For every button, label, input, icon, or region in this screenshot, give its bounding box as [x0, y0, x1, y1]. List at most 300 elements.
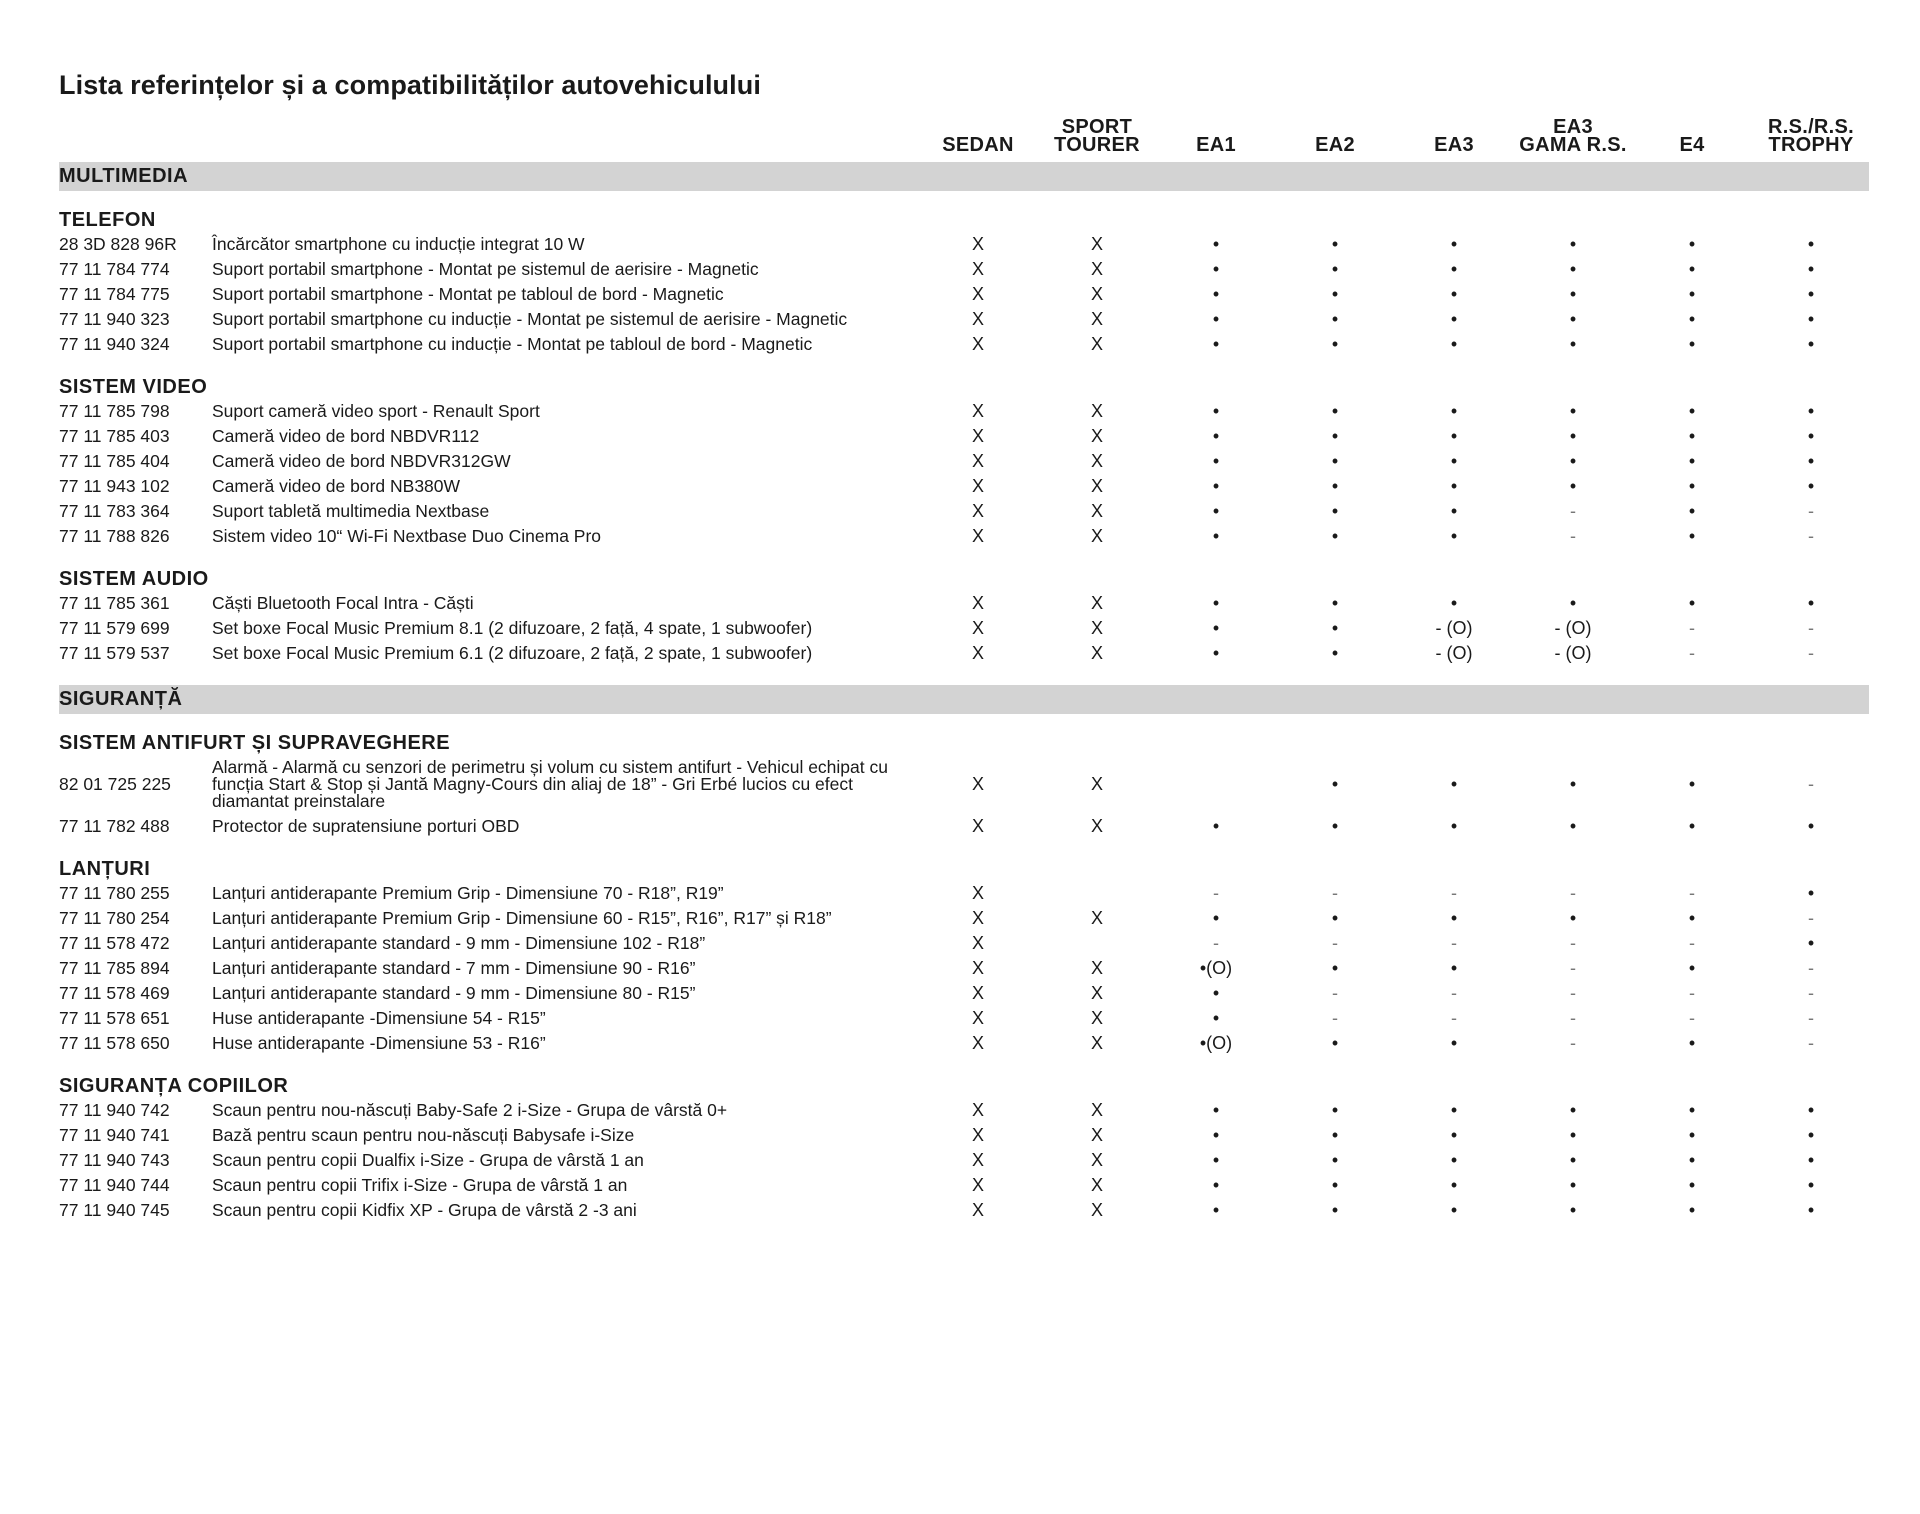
- compat-cell: X: [971, 816, 984, 836]
- part-reference: 77 11 785 403: [59, 426, 170, 446]
- part-description: Suport portabil smartphone cu inducție - Montat pe sistemul de aerisire - Magnetic: [212, 309, 848, 329]
- compat-cell: •(O): [1199, 1033, 1233, 1053]
- compat-cell: -: [1570, 983, 1576, 1003]
- compat-cell: •: [1807, 401, 1815, 421]
- compat-cell: •: [1807, 593, 1815, 613]
- table-row: [59, 449, 1869, 474]
- compat-cell: -: [1213, 933, 1219, 953]
- table-row: [59, 641, 1869, 666]
- compat-cell: •: [1688, 774, 1696, 794]
- column-header-label: EA1: [1196, 134, 1236, 156]
- compat-cell: -: [1689, 643, 1695, 663]
- column-header-label: R.S./R.S. TROPHY: [1767, 116, 1855, 156]
- table-row: [59, 1098, 1869, 1123]
- compat-cell: •: [1807, 259, 1815, 279]
- compat-cell: •: [1212, 284, 1220, 304]
- compat-cell: •: [1807, 334, 1815, 354]
- compat-cell: X: [971, 476, 984, 496]
- compat-cell: •: [1450, 1175, 1458, 1195]
- compat-cell: •: [1807, 476, 1815, 496]
- compat-cell: •: [1212, 983, 1220, 1003]
- part-description: Suport cameră video sport - Renault Sport: [212, 401, 540, 421]
- compat-cell: •: [1212, 501, 1220, 521]
- compat-cell: •: [1331, 476, 1339, 496]
- table-row: [59, 814, 1869, 839]
- group-header: SISTEM AUDIO: [59, 568, 209, 590]
- compat-cell: •: [1331, 259, 1339, 279]
- compat-cell: •: [1212, 1008, 1220, 1028]
- part-description: Bază pentru scaun pentru nou-născuți Babysafe i-Size: [212, 1125, 635, 1145]
- compat-cell: •: [1807, 883, 1815, 903]
- compat-cell: •: [1450, 284, 1458, 304]
- compat-cell: •: [1331, 618, 1339, 638]
- compat-cell: •: [1688, 908, 1696, 928]
- compat-cell: •: [1212, 309, 1220, 329]
- part-description: Cameră video de bord NBDVR312GW: [212, 451, 511, 471]
- compat-cell: X: [971, 933, 984, 953]
- compat-cell: X: [971, 643, 984, 663]
- part-reference: 77 11 940 324: [59, 334, 170, 354]
- table-row: [59, 591, 1869, 616]
- compat-cell: •: [1688, 1150, 1696, 1170]
- compat-cell: X: [1090, 234, 1103, 254]
- compat-cell: •: [1212, 1150, 1220, 1170]
- compat-cell: •: [1331, 958, 1339, 978]
- compat-cell: •: [1569, 1150, 1577, 1170]
- compat-cell: -: [1332, 983, 1338, 1003]
- part-description: Scaun pentru copii Kidfix XP - Grupa de vârstă 2 -3 ani: [212, 1200, 637, 1220]
- compat-cell: - (O): [1554, 618, 1592, 638]
- compat-cell: -: [1689, 933, 1695, 953]
- compat-cell: -: [1451, 883, 1457, 903]
- compat-cell: X: [1090, 309, 1103, 329]
- table-row: [59, 399, 1869, 424]
- compat-cell: X: [1090, 774, 1103, 794]
- compat-cell: -: [1570, 1008, 1576, 1028]
- compat-cell: X: [1090, 284, 1103, 304]
- compat-cell: •: [1688, 958, 1696, 978]
- compat-cell: •(O): [1199, 958, 1233, 978]
- compat-cell: •: [1569, 1100, 1577, 1120]
- compat-cell: •: [1569, 816, 1577, 836]
- table-row: [59, 282, 1869, 307]
- part-reference: 77 11 940 741: [59, 1125, 170, 1145]
- compat-cell: •: [1331, 1150, 1339, 1170]
- compat-cell: •: [1331, 284, 1339, 304]
- compat-cell: •: [1688, 234, 1696, 254]
- compat-cell: -: [1689, 618, 1695, 638]
- page: [59, 60, 1869, 1223]
- compat-cell: •: [1569, 1175, 1577, 1195]
- compat-cell: •: [1212, 1175, 1220, 1195]
- compat-cell: -: [1808, 908, 1814, 928]
- table-row: [59, 981, 1869, 1006]
- compat-cell: X: [971, 883, 984, 903]
- part-description: Suport portabil smartphone - Montat pe sistemul de aerisire - Magnetic: [212, 259, 759, 279]
- table-row: [59, 474, 1869, 499]
- compat-cell: •: [1212, 526, 1220, 546]
- compat-cell: •: [1807, 1150, 1815, 1170]
- compat-cell: •: [1331, 1200, 1339, 1220]
- compat-cell: •: [1688, 426, 1696, 446]
- compat-cell: X: [1090, 1008, 1103, 1028]
- table-row: [59, 257, 1869, 282]
- compat-cell: •: [1331, 908, 1339, 928]
- part-reference: 77 11 940 323: [59, 309, 170, 329]
- part-description: Încărcător smartphone cu inducție integrat 10 W: [212, 234, 585, 254]
- part-description: Cameră video de bord NBDVR112: [212, 426, 480, 446]
- compat-cell: •: [1569, 774, 1577, 794]
- compat-cell: •: [1807, 1100, 1815, 1120]
- table-row: [59, 906, 1869, 931]
- compat-cell: -: [1332, 1008, 1338, 1028]
- compat-cell: •: [1807, 1125, 1815, 1145]
- compat-cell: •: [1807, 426, 1815, 446]
- table-row: [59, 1006, 1869, 1031]
- section-header: MULTIMEDIA: [59, 162, 1869, 191]
- compat-cell: •: [1688, 1175, 1696, 1195]
- compat-cell: •: [1212, 618, 1220, 638]
- compat-cell: •: [1688, 334, 1696, 354]
- part-description: Lanțuri antiderapante standard - 9 mm - Dimensiune 102 - R18”: [212, 933, 706, 953]
- compat-cell: •: [1331, 309, 1339, 329]
- compat-cell: -: [1570, 933, 1576, 953]
- compat-cell: [1042, 931, 1152, 956]
- compat-cell: X: [1090, 908, 1103, 928]
- compat-cell: X: [1090, 983, 1103, 1003]
- compat-cell: •: [1688, 401, 1696, 421]
- compat-cell: •: [1688, 259, 1696, 279]
- compat-cell: •: [1450, 259, 1458, 279]
- compat-cell: •: [1569, 234, 1577, 254]
- compat-cell: •: [1807, 309, 1815, 329]
- compat-cell: -: [1213, 883, 1219, 903]
- compat-cell: •: [1331, 401, 1339, 421]
- compat-cell: X: [971, 1033, 984, 1053]
- compat-cell: X: [1090, 618, 1103, 638]
- compat-cell: -: [1808, 774, 1814, 794]
- compat-cell: [1042, 881, 1152, 906]
- compat-cell: •: [1807, 816, 1815, 836]
- table-row: [59, 307, 1869, 332]
- compat-cell: X: [1090, 334, 1103, 354]
- compat-cell: X: [1090, 259, 1103, 279]
- part-description: Lanțuri antiderapante Premium Grip - Dimensiune 70 - R18”, R19”: [212, 883, 724, 903]
- compat-cell: X: [971, 1008, 984, 1028]
- part-reference: 77 11 780 255: [59, 883, 170, 903]
- compat-cell: •: [1569, 334, 1577, 354]
- compat-cell: •: [1212, 401, 1220, 421]
- part-description: Lanțuri antiderapante Premium Grip - Dimensiune 60 - R15”, R16”, R17” și R18”: [212, 908, 832, 928]
- compat-cell: X: [971, 426, 984, 446]
- part-description: Huse antiderapante -Dimensiune 53 - R16”: [212, 1033, 546, 1053]
- compat-cell: X: [1090, 1033, 1103, 1053]
- compat-cell: •: [1331, 816, 1339, 836]
- compat-cell: -: [1451, 933, 1457, 953]
- compat-cell: -: [1332, 883, 1338, 903]
- part-reference: 77 11 943 102: [59, 476, 170, 496]
- part-reference: 77 11 784 774: [59, 259, 170, 279]
- compat-cell: •: [1688, 1033, 1696, 1053]
- compat-cell: X: [971, 1200, 984, 1220]
- part-description: Huse antiderapante -Dimensiune 54 - R15”: [212, 1008, 546, 1028]
- compat-cell: X: [971, 501, 984, 521]
- compat-cell: •: [1331, 426, 1339, 446]
- compat-cell: X: [1090, 476, 1103, 496]
- compat-cell: -: [1570, 501, 1576, 521]
- compat-cell: •: [1450, 774, 1458, 794]
- compat-cell: •: [1450, 593, 1458, 613]
- compat-cell: •: [1688, 451, 1696, 471]
- compat-cell: •: [1807, 234, 1815, 254]
- compat-cell: •: [1450, 816, 1458, 836]
- part-reference: 77 11 940 743: [59, 1150, 170, 1170]
- compat-cell: -: [1808, 983, 1814, 1003]
- compat-cell: •: [1569, 1200, 1577, 1220]
- column-header: [1637, 106, 1747, 154]
- compat-cell: X: [971, 1150, 984, 1170]
- table-row: [59, 499, 1869, 524]
- table-row: [59, 1123, 1869, 1148]
- compat-cell: •: [1450, 451, 1458, 471]
- part-reference: 77 11 579 699: [59, 618, 170, 638]
- compat-cell: -: [1689, 983, 1695, 1003]
- compat-cell: -: [1570, 526, 1576, 546]
- table-row: [59, 524, 1869, 549]
- table-row: [59, 1198, 1869, 1223]
- compat-cell: X: [1090, 501, 1103, 521]
- compat-cell: X: [1090, 1150, 1103, 1170]
- part-reference: 77 11 783 364: [59, 501, 170, 521]
- compat-cell: -: [1689, 1008, 1695, 1028]
- part-reference: 82 01 725 225: [59, 774, 171, 794]
- part-reference: 77 11 940 745: [59, 1200, 170, 1220]
- compat-cell: [1161, 755, 1271, 814]
- compat-cell: •: [1688, 526, 1696, 546]
- compat-cell: •: [1807, 1175, 1815, 1195]
- group-header: TELEFON: [59, 209, 156, 231]
- compat-cell: •: [1212, 259, 1220, 279]
- compat-cell: X: [971, 309, 984, 329]
- table-row: [59, 332, 1869, 357]
- part-reference: 77 11 940 742: [59, 1100, 170, 1120]
- part-description: Suport portabil smartphone - Montat pe tabloul de bord - Magnetic: [212, 284, 724, 304]
- compat-cell: X: [971, 1175, 984, 1195]
- part-description: Sistem video 10“ Wi-Fi Nextbase Duo Cinema Pro: [212, 526, 602, 546]
- part-description: Scaun pentru copii Trifix i-Size - Grupa de vârstă 1 an: [212, 1175, 628, 1195]
- compat-cell: •: [1450, 526, 1458, 546]
- compat-cell: X: [1090, 1125, 1103, 1145]
- part-description: Set boxe Focal Music Premium 8.1 (2 difuzoare, 2 față, 4 spate, 1 subwoofer): [212, 618, 813, 638]
- section-header: SIGURANȚĂ: [59, 685, 1869, 714]
- compat-cell: X: [971, 774, 984, 794]
- compat-cell: -: [1451, 983, 1457, 1003]
- compat-cell: X: [1090, 643, 1103, 663]
- compat-cell: X: [1090, 1200, 1103, 1220]
- compat-cell: - (O): [1435, 643, 1473, 663]
- compat-cell: •: [1331, 1100, 1339, 1120]
- compat-cell: •: [1688, 501, 1696, 521]
- compat-cell: -: [1808, 526, 1814, 546]
- compat-cell: X: [971, 958, 984, 978]
- column-header-label: SEDAN: [942, 134, 1014, 156]
- compat-cell: X: [1090, 958, 1103, 978]
- compat-cell: •: [1688, 1100, 1696, 1120]
- compat-cell: •: [1450, 1100, 1458, 1120]
- compat-cell: -: [1808, 501, 1814, 521]
- compat-cell: •: [1569, 426, 1577, 446]
- part-description: Suport portabil smartphone cu inducție - Montat pe tabloul de bord - Magnetic: [212, 334, 813, 354]
- column-header-label: EA3 GAMA R.S.: [1519, 116, 1627, 156]
- table-row: [59, 232, 1869, 257]
- compat-cell: - (O): [1554, 643, 1592, 663]
- compat-cell: •: [1212, 816, 1220, 836]
- compat-cell: •: [1331, 234, 1339, 254]
- compat-cell: •: [1331, 501, 1339, 521]
- compat-cell: X: [971, 1125, 984, 1145]
- compat-cell: •: [1569, 259, 1577, 279]
- compat-cell: •: [1450, 234, 1458, 254]
- group-header: SIGURANȚA COPIILOR: [59, 1075, 289, 1097]
- compat-cell: -: [1451, 1008, 1457, 1028]
- compat-cell: •: [1569, 1125, 1577, 1145]
- compat-cell: •: [1807, 451, 1815, 471]
- compat-cell: X: [971, 334, 984, 354]
- compat-cell: •: [1331, 1175, 1339, 1195]
- compat-cell: •: [1688, 593, 1696, 613]
- compat-cell: •: [1569, 476, 1577, 496]
- part-reference: 77 11 780 254: [59, 908, 170, 928]
- part-reference: 77 11 578 469: [59, 983, 170, 1003]
- part-reference: 77 11 785 404: [59, 451, 170, 471]
- part-reference: 77 11 785 361: [59, 593, 170, 613]
- compat-cell: •: [1688, 1125, 1696, 1145]
- compat-cell: •: [1450, 476, 1458, 496]
- compat-cell: •: [1331, 774, 1339, 794]
- column-header: [1399, 106, 1509, 154]
- table-row: [59, 755, 1869, 814]
- part-reference: 77 11 784 775: [59, 284, 170, 304]
- compat-cell: -: [1689, 883, 1695, 903]
- column-header-label: EA3: [1434, 134, 1474, 156]
- column-header-label: EA2: [1315, 134, 1355, 156]
- part-description: Scaun pentru nou-născuți Baby-Safe 2 i-Size - Grupa de vârstă 0+: [212, 1100, 728, 1120]
- part-description: Cameră video de bord NB380W: [212, 476, 461, 496]
- compat-cell: -: [1808, 1033, 1814, 1053]
- compat-cell: •: [1212, 643, 1220, 663]
- compat-cell: X: [1090, 526, 1103, 546]
- compat-cell: •: [1807, 284, 1815, 304]
- compat-cell: •: [1450, 401, 1458, 421]
- compat-cell: X: [1090, 426, 1103, 446]
- compat-cell: •: [1331, 643, 1339, 663]
- table-row: [59, 881, 1869, 906]
- compat-cell: -: [1808, 958, 1814, 978]
- table-row: [59, 424, 1869, 449]
- compat-cell: -: [1808, 1008, 1814, 1028]
- compat-cell: •: [1212, 593, 1220, 613]
- compat-cell: •: [1569, 593, 1577, 613]
- column-headers: [59, 106, 1869, 162]
- compat-cell: X: [1090, 1100, 1103, 1120]
- compat-cell: •: [1331, 1125, 1339, 1145]
- compat-cell: -: [1570, 958, 1576, 978]
- column-header: [1161, 106, 1271, 154]
- compat-cell: •: [1688, 309, 1696, 329]
- compat-cell: •: [1450, 958, 1458, 978]
- compat-cell: -: [1808, 618, 1814, 638]
- compat-cell: •: [1331, 334, 1339, 354]
- part-reference: 77 11 578 650: [59, 1033, 170, 1053]
- compat-cell: •: [1450, 334, 1458, 354]
- part-description: Căști Bluetooth Focal Intra - Căști: [212, 593, 474, 613]
- compat-cell: X: [971, 908, 984, 928]
- compat-cell: X: [971, 593, 984, 613]
- column-header: [1280, 106, 1390, 154]
- compat-cell: - (O): [1435, 618, 1473, 638]
- part-reference: 77 11 578 651: [59, 1008, 170, 1028]
- compat-cell: X: [971, 983, 984, 1003]
- part-reference: 77 11 785 894: [59, 958, 170, 978]
- compat-cell: •: [1212, 1100, 1220, 1120]
- compat-cell: •: [1212, 451, 1220, 471]
- compat-cell: •: [1212, 426, 1220, 446]
- compat-cell: •: [1212, 476, 1220, 496]
- part-description: Lanțuri antiderapante standard - 9 mm - Dimensiune 80 - R15”: [212, 983, 696, 1003]
- compat-cell: X: [971, 234, 984, 254]
- compat-cell: •: [1212, 234, 1220, 254]
- part-reference: 77 11 940 744: [59, 1175, 170, 1195]
- compat-cell: •: [1331, 451, 1339, 471]
- group-header: SISTEM ANTIFURT ȘI SUPRAVEGHERE: [59, 732, 451, 754]
- compat-cell: •: [1450, 1033, 1458, 1053]
- part-reference: 28 3D 828 96R: [59, 234, 177, 254]
- group-header: SISTEM VIDEO: [59, 376, 208, 398]
- column-header-label: E4: [1679, 134, 1705, 156]
- compat-cell: •: [1569, 309, 1577, 329]
- compat-cell: X: [1090, 816, 1103, 836]
- part-description: Scaun pentru copii Dualfix i-Size - Grupa de vârstă 1 an: [212, 1150, 644, 1170]
- compat-cell: X: [971, 284, 984, 304]
- compat-cell: •: [1450, 501, 1458, 521]
- compat-cell: -: [1808, 643, 1814, 663]
- compat-cell: X: [971, 401, 984, 421]
- compat-cell: •: [1569, 451, 1577, 471]
- compat-cell: •: [1569, 908, 1577, 928]
- table-row: [59, 1148, 1869, 1173]
- compat-cell: X: [1090, 593, 1103, 613]
- compat-cell: X: [971, 259, 984, 279]
- part-reference: 77 11 578 472: [59, 933, 170, 953]
- compat-cell: X: [971, 1100, 984, 1120]
- part-description: Lanțuri antiderapante standard - 7 mm - Dimensiune 90 - R16”: [212, 958, 696, 978]
- compat-cell: •: [1212, 908, 1220, 928]
- column-header-label: SPORT TOURER: [1054, 116, 1140, 156]
- table-row: [59, 931, 1869, 956]
- compat-cell: •: [1450, 426, 1458, 446]
- compatibility-table: [59, 162, 1869, 1223]
- compat-cell: •: [1331, 526, 1339, 546]
- compat-cell: •: [1331, 593, 1339, 613]
- compat-cell: •: [1807, 1200, 1815, 1220]
- compat-cell: -: [1332, 933, 1338, 953]
- compat-cell: X: [1090, 401, 1103, 421]
- table-row: [59, 1031, 1869, 1056]
- compat-cell: •: [1569, 401, 1577, 421]
- part-reference: 77 11 579 537: [59, 643, 170, 663]
- part-reference: 77 11 788 826: [59, 526, 170, 546]
- compat-cell: -: [1570, 1033, 1576, 1053]
